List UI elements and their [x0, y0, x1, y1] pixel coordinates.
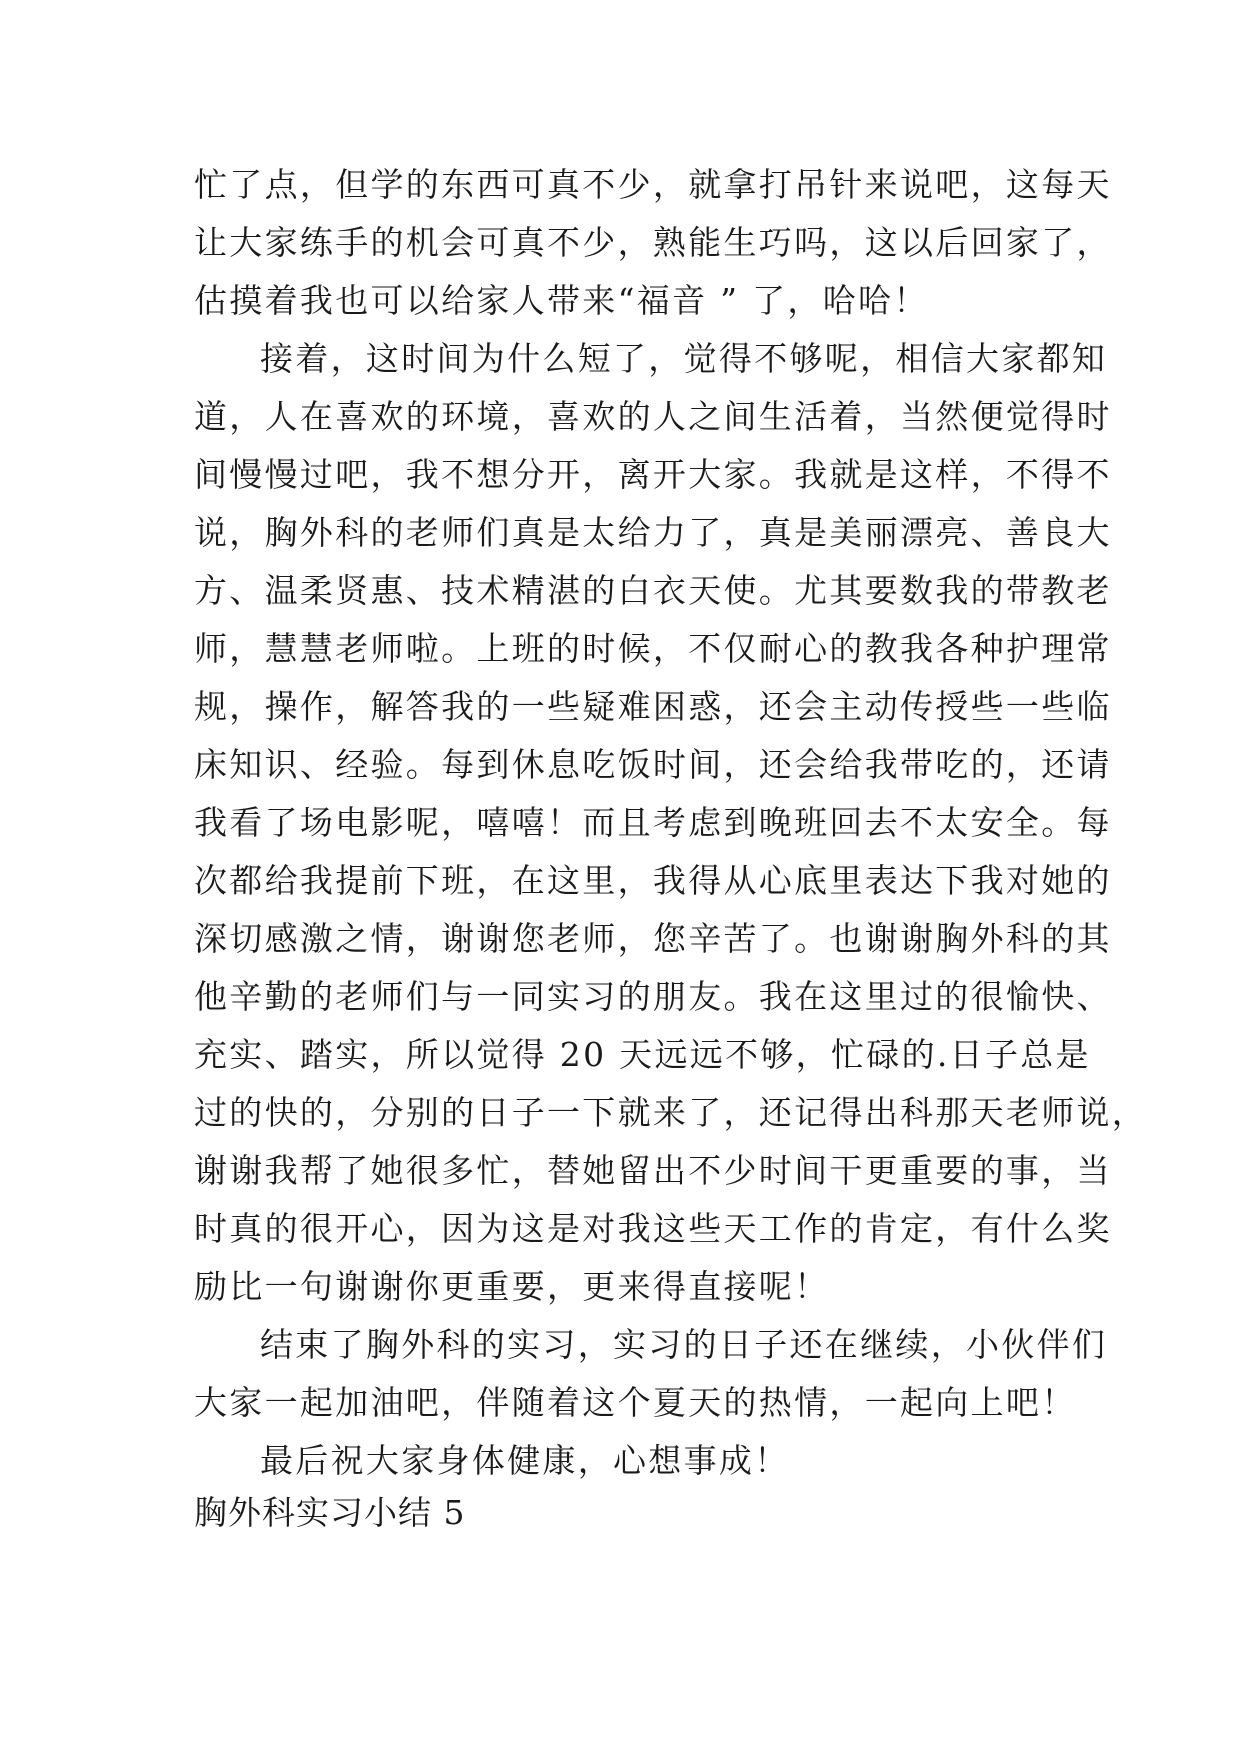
text-line: 次都给我提前下班，在这里，我得从心底里表达下我对她的: [194, 861, 1112, 900]
text-line: 床知识、经验。每到休息吃饭时间，还会给我带吃的，还请: [194, 745, 1112, 784]
text-line: 师，慧慧老师啦。上班的时候，不仅耐心的教我各种护理常: [194, 629, 1112, 668]
text-line: 估摸着我也可以给家人带来“福音 ” 了，哈哈！: [194, 281, 929, 320]
text-line: 方、温柔贤惠、技术精湛的白衣天使。尤其要数我的带教老: [194, 571, 1112, 610]
paragraph-first-line: 最后祝大家身体健康，心想事成！: [260, 1441, 790, 1480]
text-line: 忙了点，但学的东西可真不少，就拿打吊针来说吧，这每天: [194, 165, 1112, 204]
paragraph-first-line: 接着，这时间为什么短了，觉得不够呢，相信大家都知: [260, 339, 1108, 378]
text-line: 谢谢我帮了她很多忙，替她留出不少时间干更重要的事，当: [194, 1151, 1112, 1190]
text-line: 间慢慢过吧，我不想分开，离开大家。我就是这样，不得不: [194, 455, 1112, 494]
text-line: 说，胸外科的老师们真是太给力了，真是美丽漂亮、善良大: [194, 513, 1112, 552]
text-line: 大家一起加油吧，伴随着这个夏天的热情，一起向上吧！: [194, 1383, 1077, 1422]
text-line: 他辛勤的老师们与一同实习的朋友。我在这里过的很愉快、: [194, 977, 1112, 1016]
text-line: 时真的很开心，因为这是对我这些天工作的肯定，有什么奖: [194, 1209, 1112, 1248]
text-line: 规，操作，解答我的一些疑难困惑，还会主动传授些一些临: [194, 687, 1112, 726]
text-line: 深切感激之情，谢谢您老师，您辛苦了。也谢谢胸外科的其: [194, 919, 1112, 958]
paragraph-first-line: 结束了胸外科的实习，实习的日子还在继续，小伙伴们: [260, 1325, 1108, 1364]
section-heading: 胸外科实习小结 5: [194, 1493, 466, 1532]
text-line: 励比一句谢谢你更重要，更来得直接呢！: [194, 1267, 830, 1306]
text-line: 过的快的，分别的日子一下就来了，还记得出科那天老师说，: [194, 1093, 1148, 1132]
text-line: 道，人在喜欢的环境，喜欢的人之间生活着，当然便觉得时: [194, 397, 1112, 436]
text-line: 让大家练手的机会可真不少，熟能生巧吗，这以后回家了，: [194, 223, 1112, 262]
text-line: 充实、踏实，所以觉得 20 天远远不够，忙碌的.日子总是: [194, 1035, 1091, 1074]
text-line: 我看了场电影呢，嘻嘻！而且考虑到晚班回去不太安全。每: [194, 803, 1112, 842]
